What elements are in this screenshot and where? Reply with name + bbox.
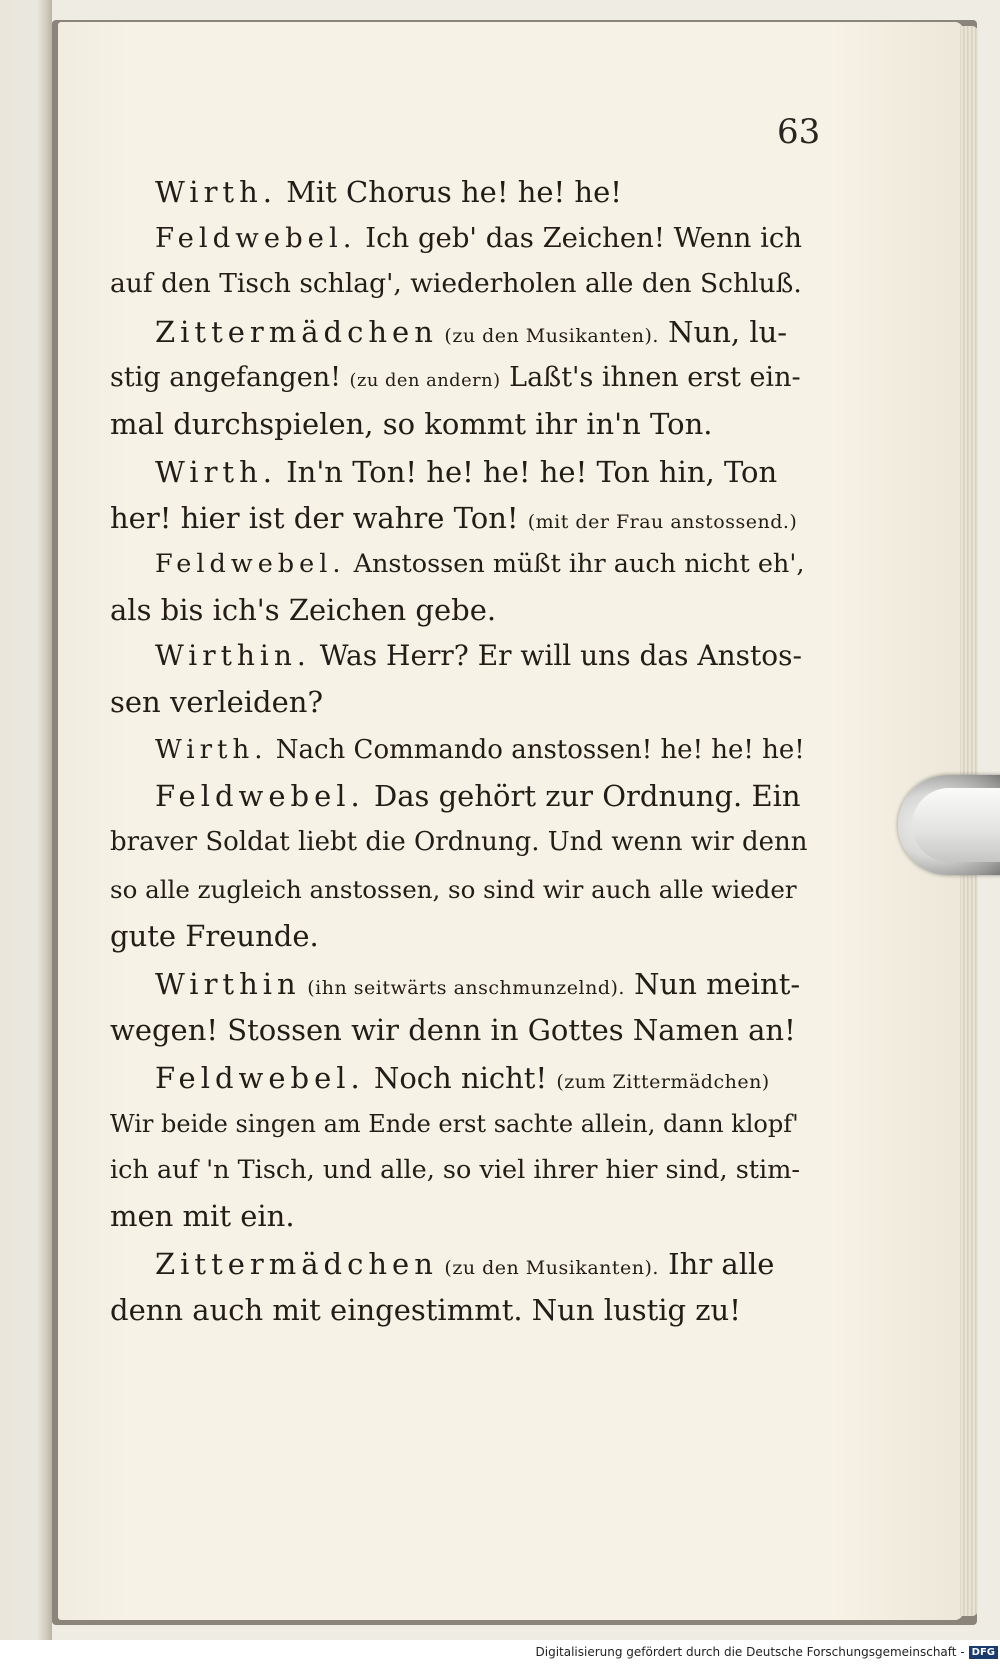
dialogue-text: Ich geb' das Zeichen! Wenn ich [356,222,803,254]
stage-direction: (zum Zittermädchen) [556,1071,770,1093]
stage-direction: (ihn seitwärts anschmunzelnd). [300,977,625,999]
stage-direction: (mit der Frau anstossend.) [527,511,798,533]
speaker-name: Feldwebel. [155,549,346,579]
text-line [110,354,810,402]
text-line [110,494,810,542]
text-line [110,586,810,634]
speaker-name: Wirth. [155,175,277,209]
text-line [155,168,810,216]
page-clip-highlight [912,788,1000,862]
dialogue-text: ich auf 'n Tisch, und alle, so viel ihrer hier sind, stim- [110,1155,800,1185]
dialogue-text: Wir beide singen am Ende erst sachte allein, dann klopf' [110,1110,799,1138]
speaker-name: Wirth. [155,455,277,489]
digitization-credit [536,1645,999,1659]
dialogue-text: Nun meint- [624,967,801,1001]
speaker-name: Zittermädchen [155,1247,438,1281]
speaker-name: Wirthin [155,967,301,1001]
text-line [155,632,810,680]
dialogue-text: Anstossen müßt ihr auch nicht eh', [345,549,805,579]
speaker-name: Wirthin. [155,639,311,672]
dialogue-text: Das gehört zur Ordnung. Ein [364,779,801,813]
text-line [155,772,810,820]
text-line [155,448,810,496]
dialogue-text: stig angefangen! [110,362,350,393]
text-line [155,214,810,262]
text-line [110,1192,810,1240]
text-line [155,726,810,774]
dialogue-text: Ihr alle [658,1247,775,1281]
dialogue-text: denn auch mit eingestimmt. Nun lustig zu! [110,1293,741,1327]
text-line [110,912,810,960]
dialogue-text: Nun, lu- [658,315,788,349]
text-line [110,678,810,726]
dialogue-text: wegen! Stossen wir denn in Gottes Namen an! [110,1013,796,1047]
speaker-name: Zittermädchen [155,315,438,349]
page-number: 63 [777,112,821,152]
text-line [155,1240,810,1288]
speaker-name: Feldwebel. [155,222,357,254]
text-line [155,1054,810,1102]
stage-direction: (zu den Musikanten). [437,1257,659,1279]
credit-text: Digitalisierung gefördert durch die Deutsche Forschungsgemeinschaft - [535,1645,965,1659]
dialogue-text: Noch nicht! [364,1061,557,1095]
dialogue-text: men mit ein. [110,1199,295,1233]
text-line [110,1286,810,1334]
text-line [155,960,810,1008]
speaker-name: Feldwebel. [155,779,365,813]
text-line [110,1100,810,1148]
dialogue-text: gute Freunde. [110,919,319,953]
speaker-name: Wirth. [155,735,268,765]
dialogue-text: mal durchspielen, so kommt ihr in'n Ton. [110,407,713,441]
dialogue-text: als bis ich's Zeichen gebe. [110,593,497,627]
speaker-name: Feldwebel. [155,1061,365,1095]
dialogue-text: auf den Tisch schlag', wiederholen alle den Schluß. [110,268,802,299]
text-line [110,818,810,866]
text-line [110,400,810,448]
text-line [110,866,810,914]
dialogue-text: braver Soldat liebt die Ordnung. Und wenn wir denn [110,827,808,857]
stage-direction: (zu den andern) [349,370,501,391]
text-line [110,1006,810,1054]
text-line [155,540,810,588]
dialogue-text: Mit Chorus he! he! he! [276,175,622,209]
dfg-logo: DFG [969,1646,998,1659]
dialogue-text: Nach Commando anstossen! he! he! he! [267,735,805,765]
text-line [110,260,810,308]
dialogue-text: Was Herr? Er will uns das Anstos- [310,639,802,672]
stage-direction: (zu den Musikanten). [437,325,659,347]
dialogue-text: Laßt's ihnen erst ein- [500,362,801,393]
dialogue-text: In'n Ton! he! he! he! Ton hin, Ton [276,455,778,489]
dialogue-text: sen verleiden? [110,685,324,719]
dialogue-text: so alle zugleich anstossen, so sind wir auch alle wieder [110,875,797,904]
text-line [110,1146,810,1194]
previous-page-edge [0,0,52,1640]
dialogue-text: her! hier ist der wahre Ton! [110,501,528,535]
text-line [155,308,810,356]
